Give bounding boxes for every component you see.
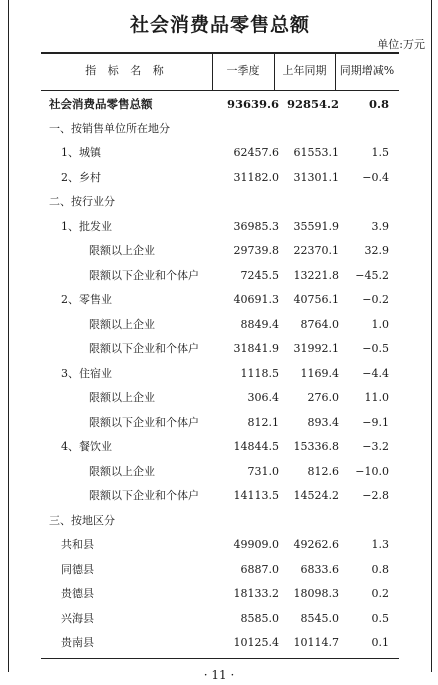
row-q1-value: 10125.4	[233, 636, 279, 649]
row-label: 限额以下企业和个体户	[89, 268, 199, 282]
row-growth-value: 32.9	[364, 244, 389, 257]
row-growth-value: 0.8	[368, 97, 389, 111]
row-prev-year-value: 6833.6	[300, 562, 339, 576]
row-growth-value: 0.2	[371, 587, 389, 600]
table-row	[49, 337, 391, 361]
row-label: 1、批发业	[61, 219, 112, 233]
table-row	[49, 509, 391, 533]
table-title: 社会消费品零售总额	[129, 14, 310, 36]
table-row	[49, 239, 391, 263]
row-q1-value: 731.0	[247, 464, 279, 478]
table-row	[49, 607, 391, 631]
table-row	[49, 484, 391, 508]
table-row	[49, 362, 391, 386]
row-prev-year-value: 61553.1	[293, 146, 339, 159]
row-q1-value: 29739.8	[233, 244, 279, 257]
header-growth: 同期增减%	[339, 64, 395, 77]
row-label: 二、按行业分	[49, 195, 115, 208]
row-growth-value: 11.0	[364, 391, 389, 404]
row-prev-year-value: 22370.1	[293, 244, 339, 257]
table-row	[49, 92, 391, 116]
table-row	[49, 533, 391, 557]
table-row	[49, 264, 391, 288]
row-label: 贵德县	[61, 587, 94, 600]
table-row	[49, 313, 391, 337]
table-row	[49, 166, 391, 190]
row-q1-value: 812.1	[247, 415, 279, 429]
row-growth-value: 3.9	[371, 219, 389, 233]
row-prev-year-value: 1169.4	[300, 366, 339, 380]
row-growth-value: 1.3	[371, 538, 389, 551]
row-prev-year-value: 40756.1	[293, 293, 339, 306]
row-growth-value: 0.8	[371, 562, 389, 576]
row-label: 限额以上企业	[89, 391, 155, 404]
row-growth-value: 1.5	[371, 146, 389, 159]
row-q1-value: 7245.5	[240, 268, 279, 282]
row-label: 限额以下企业和个体户	[89, 415, 199, 429]
row-growth-value: 0.5	[371, 611, 389, 625]
row-prev-year-value: 14524.2	[293, 489, 339, 502]
row-q1-value: 14113.5	[233, 489, 279, 502]
row-q1-value: 8585.0	[240, 611, 279, 625]
header-bottom-rule	[41, 90, 399, 91]
table-row	[49, 386, 391, 410]
row-label: 限额以下企业和个体户	[89, 342, 199, 355]
row-growth-value: −0.5	[362, 342, 389, 355]
row-q1-value: 93639.6	[226, 97, 279, 111]
table-row	[49, 190, 391, 214]
row-q1-value: 40691.3	[233, 293, 279, 306]
row-label: 3、住宿业	[61, 366, 112, 380]
row-label: 一、按销售单位所在地分	[49, 121, 170, 135]
row-label: 限额以上企业	[89, 317, 155, 331]
row-prev-year-value: 8764.0	[300, 317, 339, 331]
row-label: 三、按地区分	[49, 513, 115, 527]
row-q1-value: 62457.6	[233, 146, 279, 159]
row-label: 2、乡村	[61, 170, 101, 184]
row-q1-value: 8849.4	[240, 317, 279, 331]
row-growth-value: −0.4	[362, 170, 389, 184]
row-label: 2、零售业	[61, 293, 112, 306]
header-prev-year: 上年同期	[282, 64, 327, 77]
table-row	[49, 631, 391, 655]
row-prev-year-value: 10114.7	[293, 636, 339, 649]
row-label: 兴海县	[61, 611, 94, 625]
row-q1-value: 6887.0	[240, 562, 279, 576]
row-label: 限额以下企业和个体户	[89, 489, 199, 502]
row-label: 限额以上企业	[89, 244, 155, 257]
table-bottom-rule	[41, 658, 399, 659]
row-prev-year-value: 13221.8	[293, 268, 339, 282]
page-frame	[8, 0, 432, 672]
row-prev-year-value: 15336.8	[293, 440, 339, 453]
row-q1-value: 49909.0	[233, 538, 279, 551]
table-row	[49, 288, 391, 312]
table-row	[49, 558, 391, 582]
row-label: 1、城镇	[61, 146, 101, 159]
page-number: · 11 ·	[203, 668, 235, 682]
header-indicator: 指 标 名 称	[85, 64, 168, 77]
row-label: 贵南县	[61, 636, 94, 649]
table-row	[49, 117, 391, 141]
row-growth-value: −10.0	[355, 464, 389, 478]
unit-label: 单位:万元	[377, 38, 425, 51]
row-prev-year-value: 31301.1	[293, 170, 339, 184]
row-growth-value: −9.1	[362, 415, 389, 429]
table-row	[49, 435, 391, 459]
table-row	[49, 460, 391, 484]
row-prev-year-value: 8545.0	[300, 611, 339, 625]
row-prev-year-value: 18098.3	[293, 587, 339, 600]
row-prev-year-value: 92854.2	[286, 97, 339, 111]
row-prev-year-value: 893.4	[307, 415, 339, 429]
row-growth-value: −2.8	[362, 489, 389, 502]
row-q1-value: 306.4	[247, 391, 279, 404]
row-prev-year-value: 276.0	[307, 391, 339, 404]
row-label: 社会消费品零售总额	[49, 97, 153, 111]
row-prev-year-value: 31992.1	[293, 342, 339, 355]
row-growth-value: 0.1	[371, 636, 389, 649]
table-row	[49, 582, 391, 606]
table-row	[49, 141, 391, 165]
header-q1: 一季度	[226, 64, 260, 77]
row-q1-value: 36985.3	[233, 219, 279, 233]
row-q1-value: 31841.9	[233, 342, 279, 355]
row-q1-value: 1118.5	[240, 366, 279, 380]
row-label: 限额以上企业	[89, 464, 155, 478]
table-row	[49, 411, 391, 435]
row-label: 共和县	[61, 538, 94, 551]
row-prev-year-value: 49262.6	[293, 538, 339, 551]
row-prev-year-value: 35591.9	[293, 219, 339, 233]
row-q1-value: 18133.2	[233, 587, 279, 600]
row-prev-year-value: 812.6	[307, 464, 339, 478]
row-growth-value: −0.2	[362, 293, 389, 306]
row-growth-value: 1.0	[371, 317, 389, 331]
row-label: 4、餐饮业	[61, 440, 112, 453]
table-row	[49, 215, 391, 239]
row-q1-value: 14844.5	[233, 440, 279, 453]
row-growth-value: −4.4	[362, 366, 389, 380]
row-growth-value: −3.2	[362, 440, 389, 453]
row-growth-value: −45.2	[355, 268, 389, 282]
row-q1-value: 31182.0	[233, 170, 279, 184]
row-label: 同德县	[61, 562, 94, 576]
